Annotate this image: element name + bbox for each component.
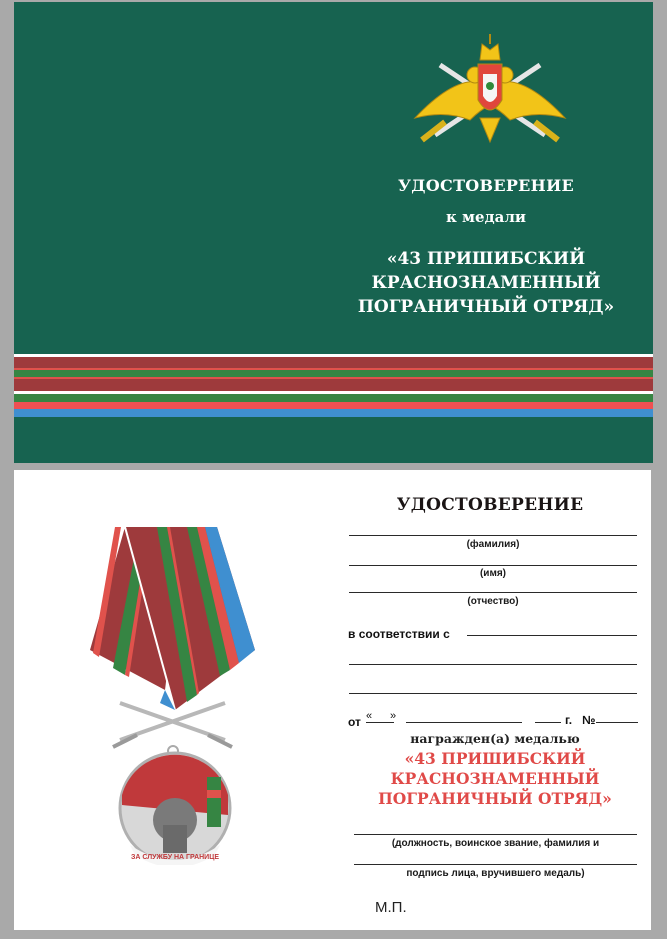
awarded-label: награжден(а) медалью — [410, 731, 580, 746]
medal-image — [85, 525, 265, 865]
ribbon-stripe — [14, 357, 653, 368]
seal-label: М.П. — [375, 899, 407, 916]
cover-medal-name-line-1: «43 ПРИШИБСКИЙ — [386, 249, 586, 269]
accordance-line-3[interactable] — [349, 693, 637, 694]
ribbon-stripe — [14, 370, 653, 377]
name-caption: (имя) — [479, 568, 507, 579]
quote-open: « — [366, 710, 373, 722]
ribbon-stripe — [14, 394, 653, 402]
year-label: г. — [565, 713, 573, 727]
cover-medal-name — [352, 247, 620, 319]
ribbon-stripe — [14, 379, 653, 391]
cover-medal-name-line-2: КРАСНОЗНАМЕННЫЙ — [371, 273, 601, 293]
name-line[interactable] — [349, 565, 637, 566]
form-medal-name-line-3: ПОГРАНИЧНЫЙ ОТРЯД» — [378, 789, 612, 808]
signer-line-2[interactable] — [354, 864, 637, 865]
signer-line-1[interactable] — [354, 834, 637, 835]
quote-close: » — [390, 710, 397, 722]
cover-title: УДОСТОВЕРЕНИЕ — [397, 176, 574, 195]
day-line[interactable] — [366, 722, 394, 723]
number-label: № — [582, 713, 596, 727]
form-medal-name-line-1: «43 ПРИШИБСКИЙ — [404, 749, 586, 768]
ribbon-stripe — [14, 402, 653, 409]
number-line[interactable] — [596, 722, 638, 723]
accordance-line-2[interactable] — [349, 664, 637, 665]
from-label: от — [348, 715, 361, 729]
svg-text:ЗА СЛУЖБУ НА ГРАНИЦЕ: ЗА СЛУЖБУ НА ГРАНИЦЕ — [130, 854, 220, 861]
border-guard-eagle-emblem-icon — [400, 30, 580, 150]
cover-medal-name-line-3: ПОГРАНИЧНЫЙ ОТРЯД» — [357, 297, 615, 317]
month-line[interactable] — [406, 722, 522, 723]
cover-subtitle: к медали — [445, 208, 527, 226]
surname-line[interactable] — [349, 535, 637, 536]
form-title: УДОСТОВЕРЕНИЕ — [396, 495, 584, 515]
year-line[interactable] — [535, 722, 561, 723]
patronymic-caption: (отчество) — [467, 596, 519, 607]
accordance-label: в соответствии с — [348, 627, 450, 641]
ribbon-stripe — [14, 409, 653, 417]
signer-caption-2: подпись лица, вручившего медаль) — [406, 868, 585, 879]
surname-caption: (фамилия) — [466, 539, 520, 550]
signer-caption-1: (должность, воинское звание, фамилия и — [391, 838, 600, 849]
patronymic-line[interactable] — [349, 592, 637, 593]
accordance-line[interactable] — [467, 635, 637, 636]
form-medal-name-line-2: КРАСНОЗНАМЕННЫЙ — [390, 769, 600, 788]
form-medal-name — [350, 749, 640, 809]
ribbon-stripes — [14, 354, 653, 417]
